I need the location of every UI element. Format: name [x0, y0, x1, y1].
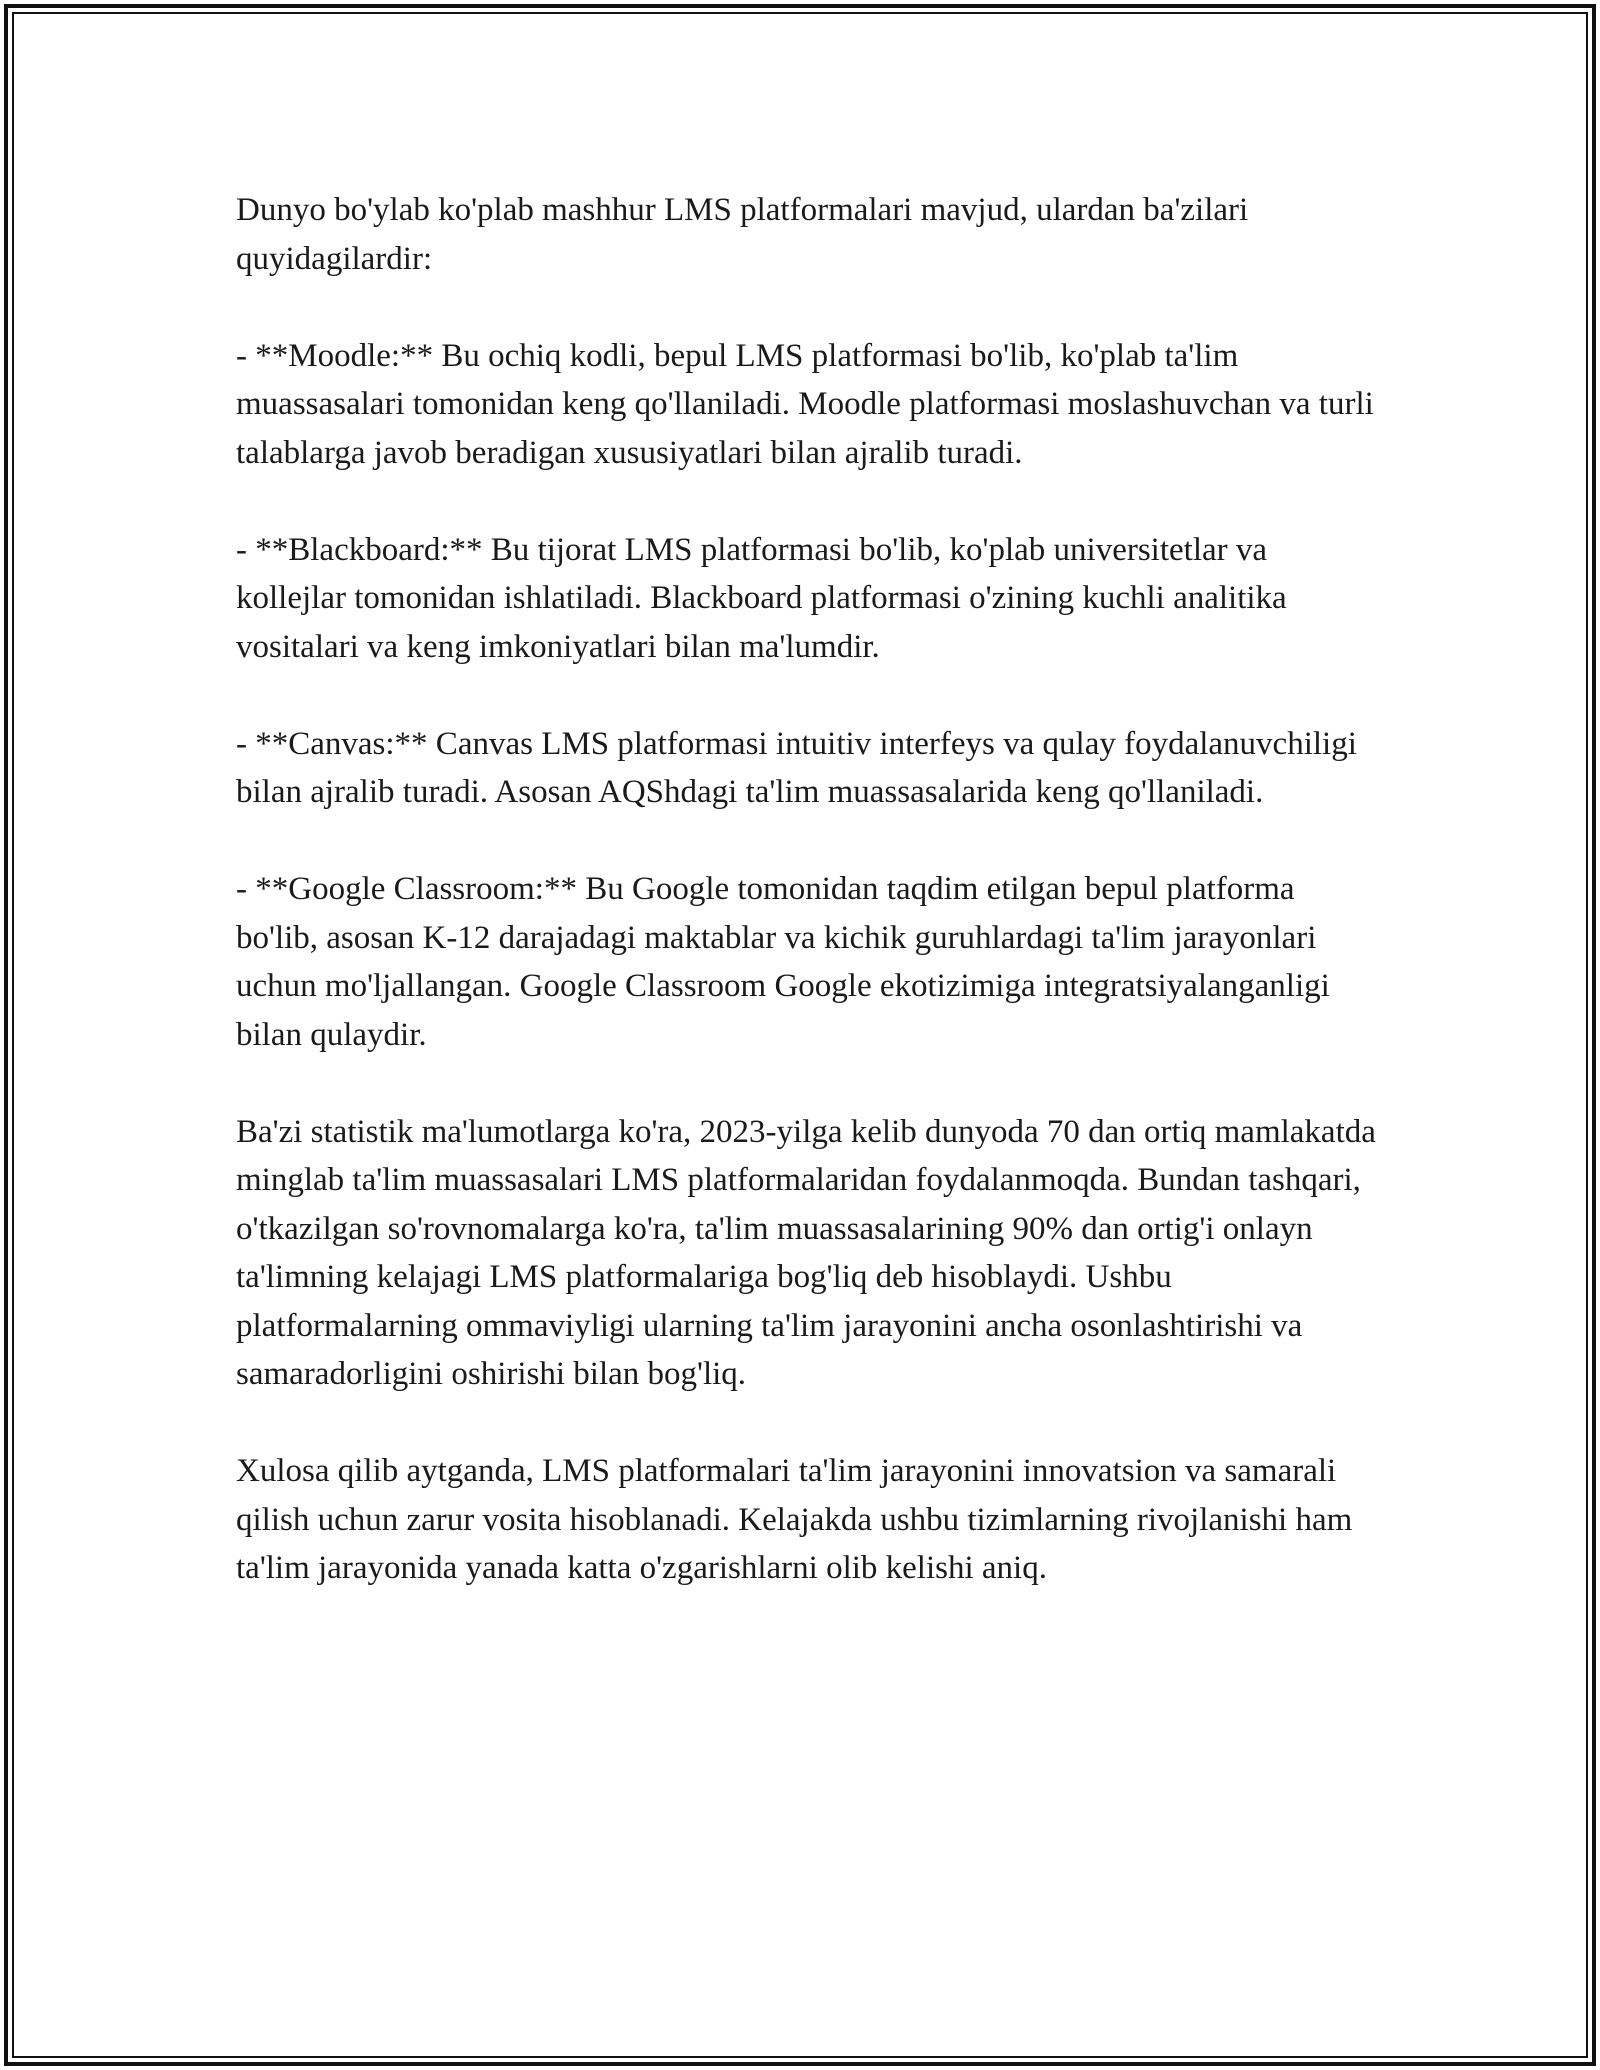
blackboard-paragraph: - **Blackboard:** Bu tijorat LMS platformasi bo'lib, ko'plab universitetlar va kollejlar tomonidan ishlatiladi. Blackboard platformasi o'zining kuchli analitika vositalari va keng imkoniyatlari bilan ma'lumdir.	[236, 531, 1287, 665]
document-body	[236, 186, 1376, 1593]
google-classroom-paragraph: - **Google Classroom:** Bu Google tomonidan taqdim etilgan bepul platforma bo'lib, asosan K-12 darajadagi maktablar va kichik guruhlardagi ta'lim jarayonlari uchun mo'ljallangan. Google Classroom Google ekotizimiga integratsiyalanganligi bilan qulaydir.	[236, 871, 1330, 1053]
moodle-paragraph: - **Moodle:** Bu ochiq kodli, bepul LMS platformasi bo'lib, ko'plab ta'lim muassasalari tomonidan keng qo'llaniladi. Moodle platformasi moslashuvchan va turli talablarga javob beradigan xususiyatlari bilan ajralib turadi.	[236, 337, 1374, 471]
intro-paragraph: Dunyo bo'ylab ko'plab mashhur LMS platformalari mavjud, ulardan ba'zilari quyidagilardir:	[236, 192, 1249, 277]
canvas-paragraph: - **Canvas:** Canvas LMS platformasi intuitiv interfeys va qulay foydalanuvchiligi bilan ajralib turadi. Asosan AQShdagi ta'lim muassasalarida keng qo'llaniladi.	[236, 725, 1357, 810]
statistics-paragraph: Ba'zi statistik ma'lumotlarga ko'ra, 2023-yilga kelib dunyoda 70 dan ortiq mamlakatda minglab ta'lim muassasalari LMS platformalaridan foydalanmoqda. Bundan tashqari, o'tkazilgan so'rovnomalarga ko'ra, ta'lim muassasalarining 90% dan ortig'i onlayn ta'limning kelajagi LMS platformalariga bog'liq deb hisoblaydi. Ushbu platformalarning ommaviyligi ularning ta'lim jarayonini ancha osonlashtirishi va samaradorligini oshirishi bilan bog'liq.	[236, 1113, 1376, 1392]
conclusion-paragraph: Xulosa qilib aytganda, LMS platformalari ta'lim jarayonini innovatsion va samarali qilish uchun zarur vosita hisoblanadi. Kelajakda ushbu tizimlarning rivojlanishi ham ta'lim jarayonida yanada katta o'zgarishlarni olib kelishi aniq.	[236, 1453, 1353, 1586]
